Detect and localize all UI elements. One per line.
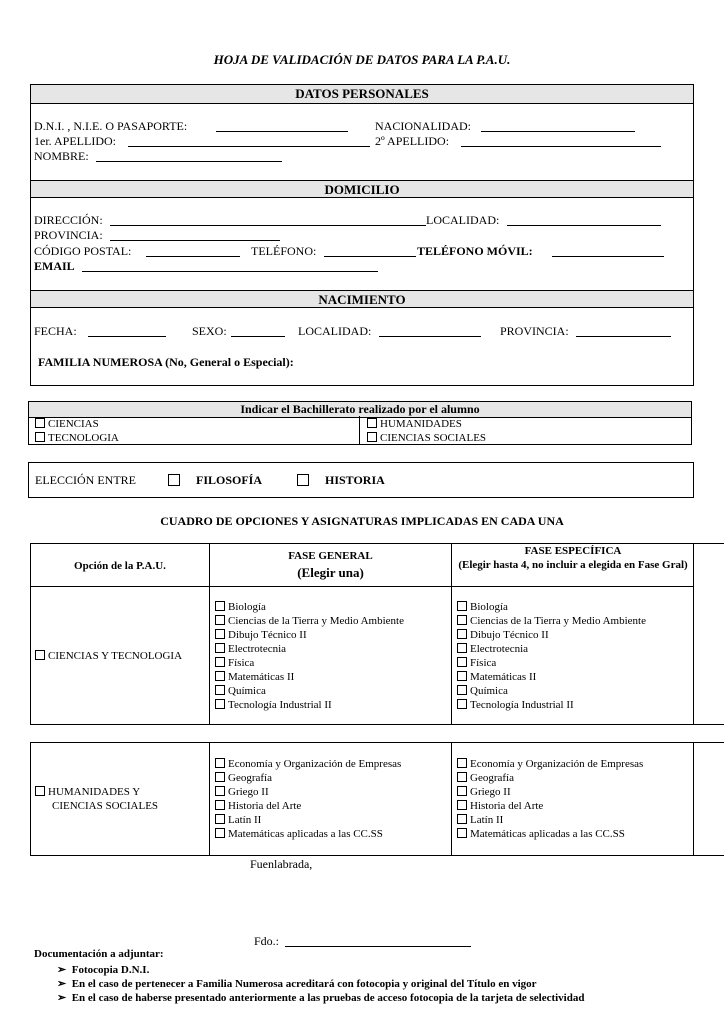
list-item[interactable]: Economía y Organización de Empresas	[215, 757, 401, 771]
checkbox-icon[interactable]	[457, 643, 467, 653]
list-item[interactable]: Biología	[457, 600, 646, 614]
documentacion-title: Documentación a adjuntar:	[34, 948, 164, 960]
list-item[interactable]: Matemáticas II	[215, 670, 404, 684]
domicilio-localidad-label: LOCALIDAD:	[426, 213, 500, 227]
list-item[interactable]: Tecnología Industrial II	[457, 698, 646, 712]
apellido1-label: 1er. APELLIDO:	[34, 134, 116, 148]
checkbox-icon[interactable]	[457, 800, 467, 810]
checkbox-icon[interactable]	[457, 615, 467, 625]
list-item: ➢ En el caso de pertenecer a Familia Numerosa acreditará con fotocopia y original del Título en vigor	[57, 978, 537, 990]
dni-field[interactable]	[216, 121, 348, 132]
arrow-bullet-icon: ➢	[57, 992, 67, 1004]
list-item[interactable]: Dibujo Técnico II	[215, 628, 404, 642]
checkbox-icon[interactable]	[457, 772, 467, 782]
list-item[interactable]: Historia del Arte	[457, 799, 643, 813]
domicilio-localidad-field[interactable]	[507, 215, 661, 226]
checkbox-icon[interactable]	[215, 643, 225, 653]
list-item[interactable]: Física	[457, 656, 646, 670]
list-item[interactable]: Electrotecnia	[215, 642, 404, 656]
checkbox-icon[interactable]	[457, 699, 467, 709]
checkbox-icon[interactable]	[457, 601, 467, 611]
list-item: ➢ Fotocopia D.N.I.	[57, 964, 150, 976]
ciencias-general-list	[215, 600, 404, 712]
telefono-field[interactable]	[324, 246, 416, 257]
ciencias-tecnologia-option[interactable]: CIENCIAS Y TECNOLOGIA	[35, 650, 182, 662]
sexo-label: SEXO:	[192, 324, 227, 338]
codigo-postal-field[interactable]	[146, 246, 240, 257]
codigo-postal-label: CÓDIGO POSTAL:	[34, 244, 132, 258]
checkbox-icon[interactable]	[215, 629, 225, 639]
checkbox-icon[interactable]	[367, 418, 377, 428]
lugar-label: Fuenlabrada,	[250, 857, 313, 871]
list-item[interactable]: Matemáticas aplicadas a las CC.SS	[215, 827, 401, 841]
nacimiento-provincia-label: PROVINCIA:	[500, 324, 569, 338]
list-item[interactable]: Biología	[215, 600, 404, 614]
provincia-label: PROVINCIA:	[34, 228, 103, 242]
list-item[interactable]: Electrotecnia	[457, 642, 646, 656]
checkbox-icon[interactable]	[215, 657, 225, 667]
list-item[interactable]: Latín II	[457, 813, 643, 827]
col-opcion-header: Opción de la P.A.U.	[74, 560, 166, 572]
filosofia-checkbox[interactable]	[168, 474, 180, 486]
historia-checkbox[interactable]	[297, 474, 309, 486]
list-item[interactable]: Ciencias de la Tierra y Medio Ambiente	[215, 614, 404, 628]
checkbox-icon[interactable]	[35, 432, 45, 442]
checkbox-icon[interactable]	[457, 758, 467, 768]
list-item[interactable]: Griego II	[215, 785, 401, 799]
checkbox-icon[interactable]	[215, 786, 225, 796]
nacimiento-localidad-field[interactable]	[379, 326, 481, 337]
list-item[interactable]: Latín II	[215, 813, 401, 827]
apellido1-field[interactable]	[128, 136, 370, 147]
familia-numerosa-label: FAMILIA NUMEROSA (No, General o Especial):	[38, 355, 294, 369]
list-item[interactable]: Química	[457, 684, 646, 698]
checkbox-icon[interactable]	[215, 601, 225, 611]
col-fase-especifica-note: (Elegir hasta 4, no incluir a elegida en Fase Gral)	[458, 559, 688, 571]
nacionalidad-field[interactable]	[481, 121, 635, 132]
fecha-label: FECHA:	[34, 324, 77, 338]
checkbox-icon[interactable]	[35, 418, 45, 428]
email-label: EMAIL	[34, 259, 75, 273]
firma-field[interactable]	[285, 936, 471, 947]
checkbox-icon[interactable]	[457, 685, 467, 695]
telefono-movil-field[interactable]	[552, 246, 664, 257]
fdo-label: Fdo.:	[254, 934, 280, 948]
list-item[interactable]: Física	[215, 656, 404, 670]
list-item[interactable]: Historia del Arte	[215, 799, 401, 813]
telefono-label: TELÉFONO:	[251, 244, 317, 258]
page-title: HOJA DE VALIDACIÓN DE DATOS PARA LA P.A.U.	[213, 52, 511, 67]
nombre-field[interactable]	[96, 151, 282, 162]
documentacion-list	[57, 963, 584, 1005]
checkbox-icon[interactable]	[35, 650, 45, 660]
list-item[interactable]: Química	[215, 684, 404, 698]
list-item[interactable]: Matemáticas II	[457, 670, 646, 684]
list-item[interactable]: Geografía	[457, 771, 643, 785]
checkbox-icon[interactable]	[215, 828, 225, 838]
ciencias-especifica-list	[457, 600, 646, 712]
checkbox-icon[interactable]	[215, 758, 225, 768]
checkbox-icon[interactable]	[215, 800, 225, 810]
list-item[interactable]: Economía y Organización de Empresas	[457, 757, 643, 771]
checkbox-icon[interactable]	[457, 814, 467, 824]
checkbox-icon[interactable]	[215, 615, 225, 625]
col-fase-especifica-header: FASE ESPECÍFICA	[524, 545, 622, 557]
dni-label: D.N.I. , N.I.E. O PASAPORTE:	[34, 119, 188, 133]
checkbox-icon[interactable]	[457, 786, 467, 796]
historia-label: HISTORIA	[325, 473, 385, 487]
direccion-label: DIRECCIÓN:	[34, 213, 103, 227]
list-item[interactable]: Tecnología Industrial II	[215, 698, 404, 712]
nacimiento-provincia-field[interactable]	[576, 326, 671, 337]
bachillerato-header: Indicar el Bachillerato realizado por el alumno	[29, 402, 691, 418]
list-item[interactable]: Matemáticas aplicadas a las CC.SS	[457, 827, 643, 841]
checkbox-icon[interactable]	[35, 786, 45, 796]
checkbox-icon[interactable]	[457, 629, 467, 639]
bach-ciencias-sociales-option[interactable]: CIENCIAS SOCIALES	[367, 432, 486, 444]
col-fase-general-header: FASE GENERAL	[288, 550, 373, 562]
bach-tecnologia-option[interactable]: TECNOLOGIA	[35, 432, 119, 444]
provincia-field[interactable]	[110, 230, 280, 241]
fecha-field[interactable]	[88, 326, 166, 337]
humanidades-general-list	[215, 757, 401, 841]
nacimiento-header: NACIMIENTO	[30, 290, 694, 308]
list-item[interactable]: Ciencias de la Tierra y Medio Ambiente	[457, 614, 646, 628]
list-item: ➢ En el caso de haberse presentado anteriormente a las pruebas de acceso fotocopia de la tarjeta de selectividad	[57, 992, 585, 1004]
eleccion-label: ELECCIÓN ENTRE	[35, 473, 136, 487]
checkbox-icon[interactable]	[215, 814, 225, 824]
datos-personales-header: DATOS PERSONALES	[31, 85, 693, 104]
checkbox-icon[interactable]	[215, 685, 225, 695]
nacimiento-localidad-label: LOCALIDAD:	[298, 324, 372, 338]
filosofia-label: FILOSOFÍA	[196, 473, 263, 487]
nacionalidad-label: NACIONALIDAD:	[375, 119, 471, 133]
apellido2-label: 2º APELLIDO:	[375, 134, 450, 148]
sexo-field[interactable]	[231, 326, 285, 337]
list-item[interactable]: Geografía	[215, 771, 401, 785]
cuadro-title: CUADRO DE OPCIONES Y ASIGNATURAS IMPLICADAS EN CADA UNA	[160, 514, 564, 528]
checkbox-icon[interactable]	[457, 671, 467, 681]
bachillerato-box	[28, 401, 692, 445]
checkbox-icon[interactable]	[215, 699, 225, 709]
list-item[interactable]: Dibujo Técnico II	[457, 628, 646, 642]
checkbox-icon[interactable]	[367, 432, 377, 442]
checkbox-icon[interactable]	[215, 671, 225, 681]
direccion-field[interactable]	[110, 215, 426, 226]
apellido2-field[interactable]	[461, 136, 661, 147]
checkbox-icon[interactable]	[457, 657, 467, 667]
checkbox-icon[interactable]	[457, 828, 467, 838]
bach-ciencias-option[interactable]: CIENCIAS	[35, 418, 99, 430]
telefono-movil-label: TELÉFONO MÓVIL:	[417, 244, 533, 258]
arrow-bullet-icon: ➢	[57, 978, 67, 990]
bach-humanidades-option[interactable]: HUMANIDADES	[367, 418, 462, 430]
domicilio-header: DOMICILIO	[30, 180, 694, 198]
nombre-label: NOMBRE:	[34, 149, 89, 163]
humanidades-option[interactable]: HUMANIDADES Y CIENCIAS SOCIALES	[35, 785, 158, 813]
col-fase-general-sub: (Elegir una)	[297, 565, 364, 580]
humanidades-especifica-list	[457, 757, 643, 841]
checkbox-icon[interactable]	[215, 772, 225, 782]
list-item[interactable]: Griego II	[457, 785, 643, 799]
email-field[interactable]	[82, 261, 378, 272]
arrow-bullet-icon: ➢	[57, 964, 67, 976]
